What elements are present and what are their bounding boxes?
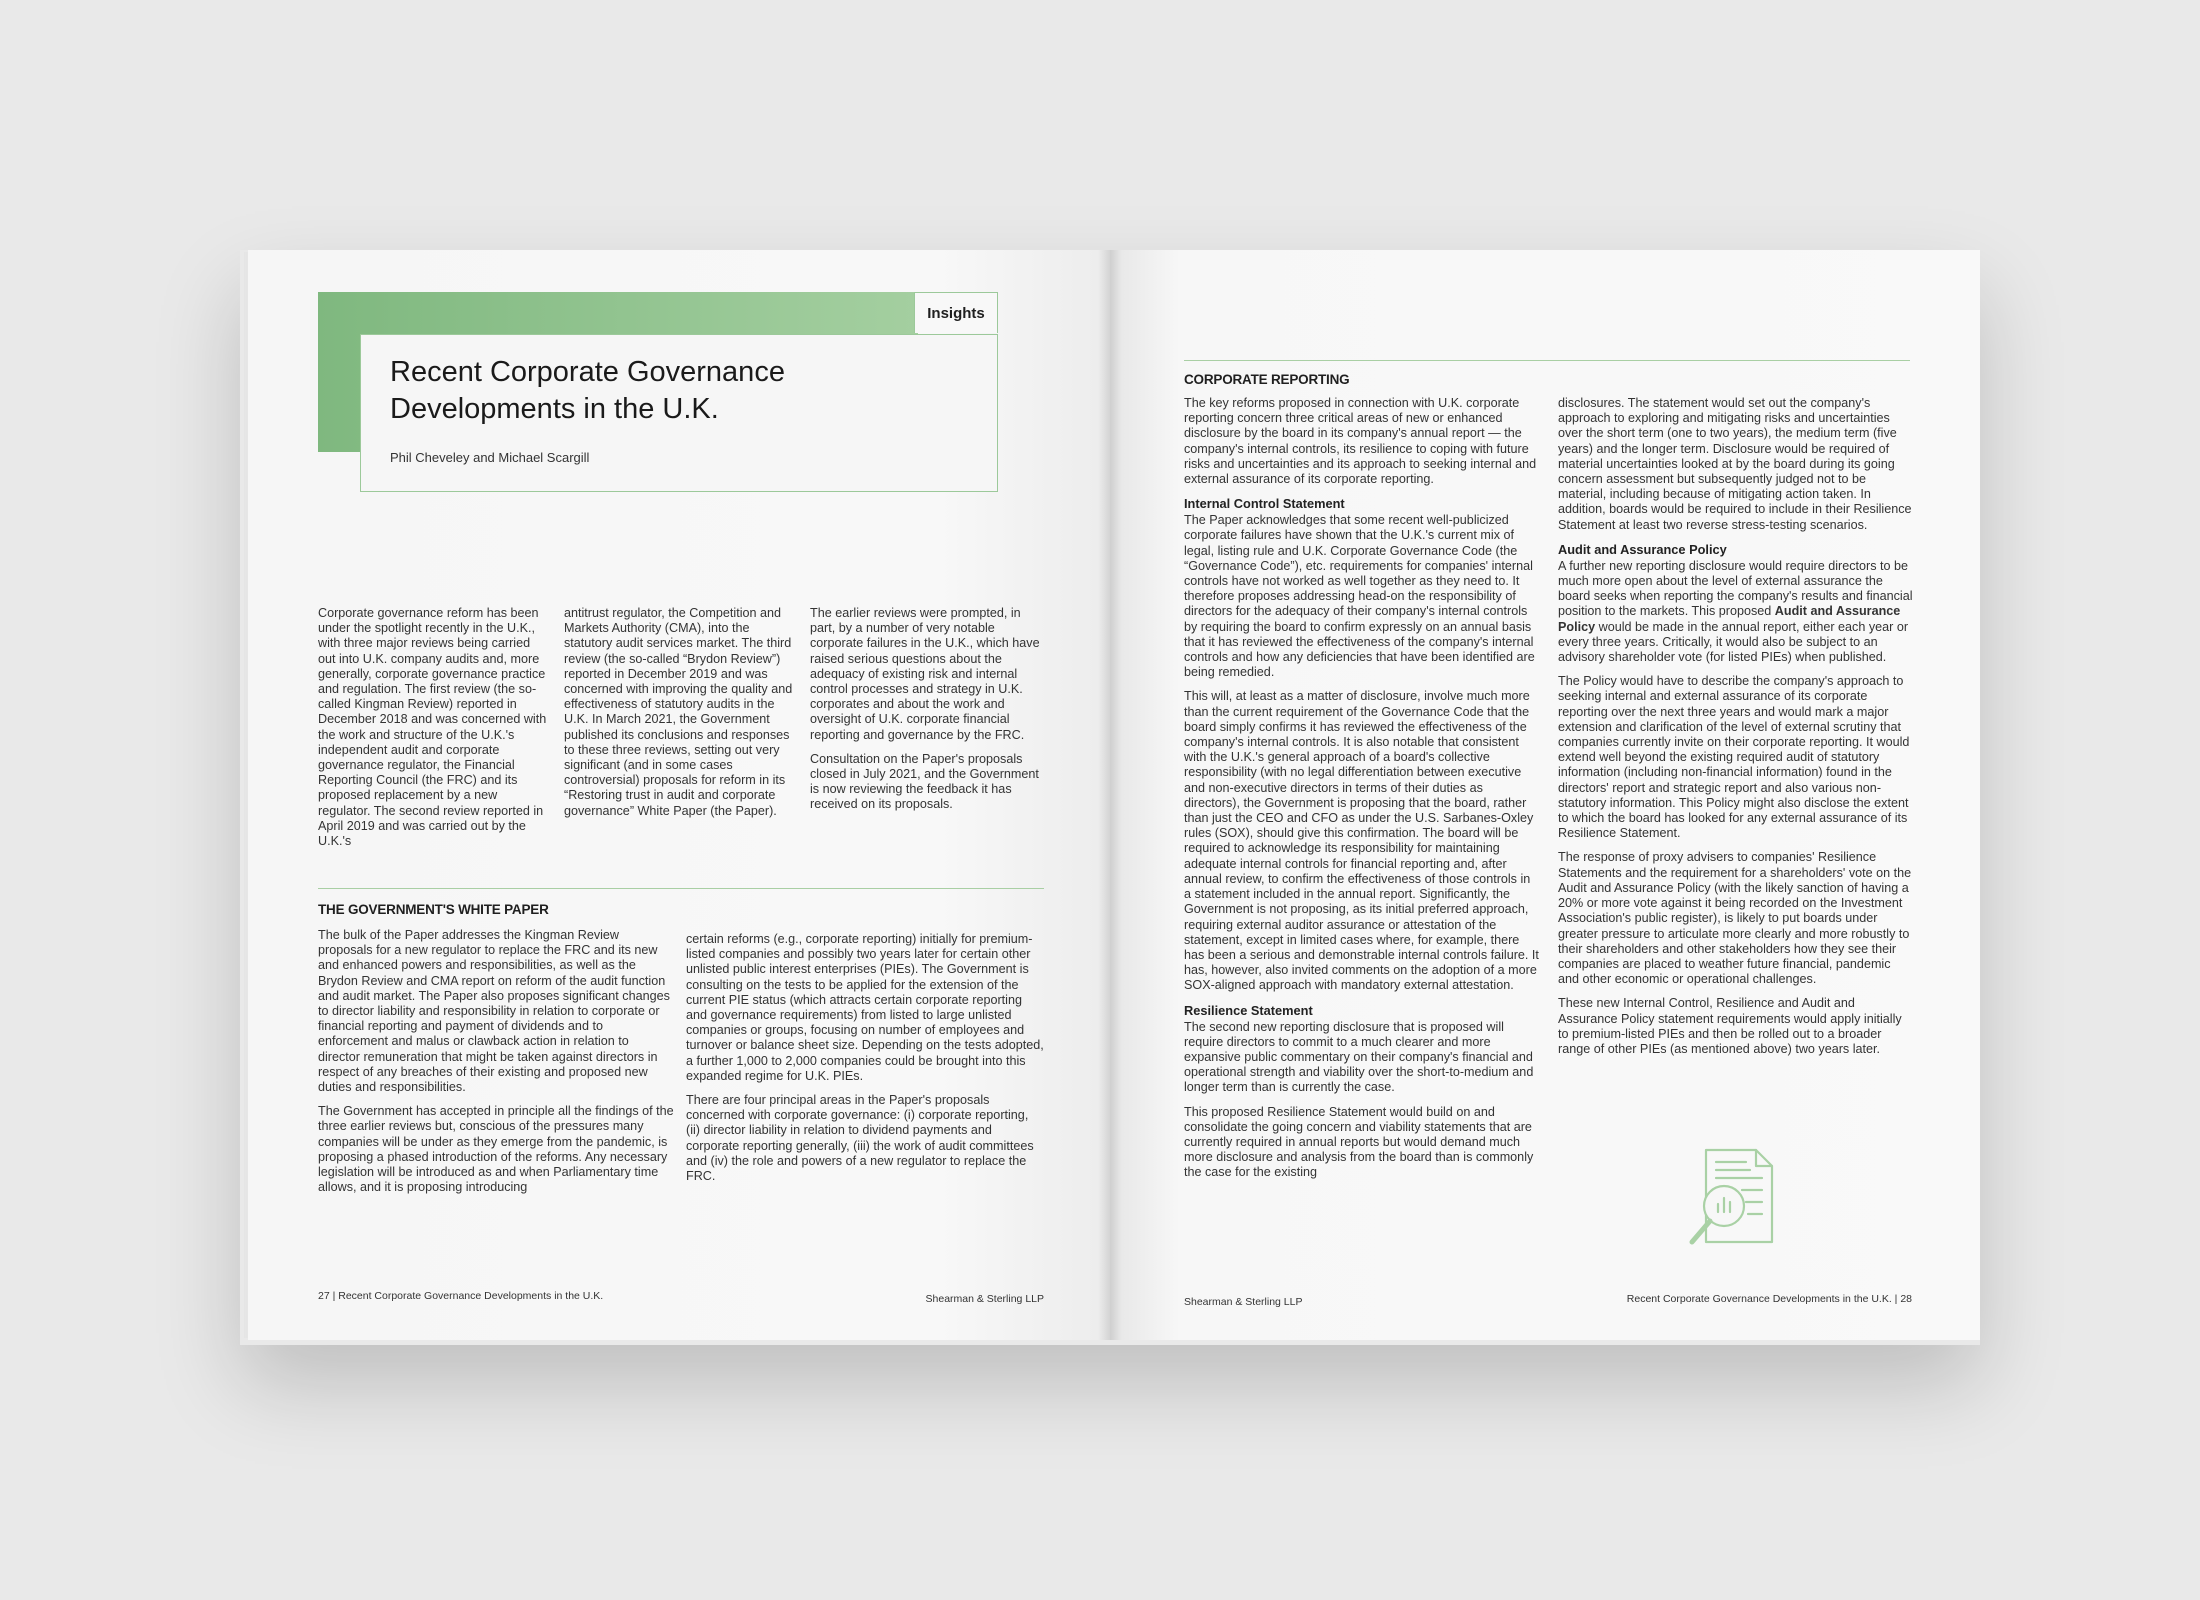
article-title: Recent Corporate Governance Developments in the U.K. [390,356,785,425]
footer-firm-name: Shearman & Sterling LLP [925,1293,1044,1305]
footer-page-number: 27 | Recent Corporate Governance Developments in the U.K. [318,1290,604,1302]
body-paragraph: certain reforms (e.g., corporate reporting) initially for premium-listed companies and possibly two years later for certain other unlisted public interest enterprises (PIEs). The Government is consulting on the tests to be applied for the extension of the current PIE status (which attracts certain corporate reporting and governance requirements) from listed to large unlisted companies or groups, focusing on number of employees and turnover or balance sheet size. Depending on the tests adopted, a further 1,000 to 2,000 companies could be brought into this expanded regime for U.K. PIEs. [686,932,1044,1083]
text-run: A further new reporting disclosure would require directors to be much more open about the level of external assurance the board seeks when reporting the company's results and financial position to the markets. This proposed [1558,558,1913,619]
bold-term: Audit and Assurance Policy [1558,604,1901,634]
intro-column-2 [564,606,796,828]
intro-paragraph: Consultation on the Paper's proposals closed in July 2021, and the Government is now reviewing the feedback it has received on its proposals. [810,751,1039,812]
intro-column-1 [318,606,550,858]
section-divider [1184,360,1910,361]
text-run: would be made in the annual report, either each year or every three years. Critically, it would also be subject to an advisory shareholder vote (for listed PIEs) when published. [1558,619,1909,665]
article-authors: Phil Cheveley and Michael Scargill [390,450,590,465]
left-page [248,250,1110,1340]
intro-paragraph: The earlier reviews were prompted, in part, by a number of very notable corporate failures in the U.K., which have raised serious questions about the adequacy of existing risk and internal control processes and strategy in U.K. corporates and about the work and oversight of U.K. corporate financial reporting and governance by the FRC. [810,606,1040,742]
footer-page-number: Recent Corporate Governance Developments in the U.K. | 28 [1626,1293,1912,1305]
right-page [1110,250,1980,1340]
subheading-resilience: Resilience Statement [1184,1002,1313,1018]
section-heading-white-paper: THE GOVERNMENT'S WHITE PAPER [318,902,549,917]
body-paragraph: There are four principal areas in the Paper's proposals concerned with corporate governance: (i) corporate reporting, (ii) director liability in relation to dividend payments and corporate reporting generally, (iii) the work of audit committees and (iv) the role and powers of a new regulator to replace the FRC. [686,1093,1034,1184]
document-magnifier-icon [1676,1146,1788,1255]
section-heading-corporate-reporting: CORPORATE REPORTING [1184,372,1350,387]
intro-paragraph: antitrust regulator, the Competition and Markets Authority (CMA), into the statutory audit services market. The third review (the so-called “Brydon Review”) reported in December 2019 and was concerned with improving the quality and effectiveness of statutory audits in the U.K. In March 2021, the Government published its conclusions and responses to these three reviews, setting out very significant (and in some cases controversial) proposals for reform in its “Restoring trust in audit and corporate governance” White Paper (the Paper). [564,606,793,818]
subheading-audit-assurance: Audit and Assurance Policy [1558,541,1727,557]
body-paragraph: The bulk of the Paper addresses the Kingman Review proposals for a new regulator to replace the FRC and its new and enhanced powers and responsibilities, as well as the Brydon Review and CMA report on reform of the audit function and audit market. The Paper also proposes significant changes to director liability and responsibility in relation to corporate or financial reporting and payment of dividends and to enforcement and malus or clawback action in relation to director remuneration that might be taken against directors in respect of any breaches of their existing and proposed new duties and responsibilities. [318,928,670,1095]
intro-paragraph: Corporate governance reform has been under the spotlight recently in the U.K., with three major reviews being carried out into U.K. company audits and, more generally, corporate governance practice and regulation. The first review (the so-called Kingman Review) reported in December 2018 and was concerned with the work and structure of the U.K.'s independent audit and corporate governance regulator, the Financial Reporting Council (the FRC) and its proposed replacement by a new regulator. The second review reported in April 2019 and was carried out by the U.K.'s [318,606,547,849]
body-paragraph: The key reforms proposed in connection with U.K. corporate reporting concern three critical areas of new or enhanced disclosure by the board in its company's annual report — the company's internal controls, its resilience to coping with future risks and uncertainties and its approach to seeking internal and external assurance of its corporate reporting. [1184,396,1537,487]
white-paper-column-2 [686,932,1044,1193]
booklet-spine [1098,250,1122,1340]
section-divider [318,888,1044,889]
body-paragraph: These new Internal Control, Resilience and Audit and Assurance Policy statement requirements would apply initially to premium-listed PIEs and then be rolled out to a broader range of other PIEs (as mentioned above) two years later. [1558,996,1902,1056]
body-paragraph: This proposed Resilience Statement would build on and consolidate the going concern and viability statements that are currently required in annual reports but would demand much more disclosure and analysis from the board than is commonly the case for the existing [1184,1104,1534,1180]
body-paragraph: The Paper acknowledges that some recent well-publicized corporate failures have shown that the U.K.'s current mix of legal, listing rule and U.K. Corporate Governance Code (the “Governance Code”), etc. requirements for companies' internal controls have not worked as well together as they need to. It therefore proposes addressing head-on the responsibility of directors for the adequacy of their company's internal controls by requiring the board to confirm expressly on an annual basis that it has reviewed the effectiveness of the company's internal controls and how any deficiencies that have been identified are being remedied. [1184,513,1535,680]
body-paragraph: The response of proxy advisers to companies' Resilience Statements and the requirement for a shareholders' vote on the Audit and Assurance Policy (with the likely sanction of having a 20% or more vote against it being recorded on the Investment Association's public register), is likely to put boards under greater pressure to articulate more clearly and more robustly to their shareholders and other stakeholders how they see their companies are placed to weather future financial, pandemic and other economic or operational challenges. [1558,850,1912,987]
body-paragraph [1558,559,1914,665]
white-paper-column-1 [318,928,674,1204]
body-paragraph: The Government has accepted in principle all the findings of the three earlier reviews but, conscious of the pressures many companies will be under as they emerge from the pandemic, is proposing a phased introduction of the reforms. Any necessary legislation will be introduced as and when Parliamentary time allows, and it is proposing introducing [318,1104,674,1195]
corporate-reporting-column-2 [1558,396,1914,1066]
body-paragraph: disclosures. The statement would set out the company's approach to exploring and mitigating risks and uncertainties over the short term (one to two years), the medium term (five years) and the longer term. Disclosure would be required of material uncertainties looked at by the board during its going concern assessment but subsequently judged not to be material, including because of mitigating action taken. In addition, boards would be required to include in their Resilience Statement at least two reverse stress-testing scenarios. [1558,396,1912,532]
footer-firm-name: Shearman & Sterling LLP [1184,1296,1303,1308]
insights-tab: Insights [914,292,998,333]
corporate-reporting-column-1 [1184,396,1540,1190]
body-paragraph: This will, at least as a matter of disclosure, involve much more than the current requirement of the Governance Code that the board simply confirms it has reviewed the effectiveness of the company's internal controls. It is also notable that consistent with the U.K.'s general approach of a board's collective responsibility (with no legal differentiation between executive and non-executive directors in terms of their duties as directors), the Government is proposing that the board, rather than just the CEO and CFO as under the U.S. Sarbanes-Oxley rules (SOX), should give this confirmation. The board will be required to acknowledge its responsibility for maintaining adequate internal controls for financial reporting and, after annual review, to confirm the effectiveness of those controls in a statement included in the annual report. Significantly, the Government is not proposing, as its initial preferred approach, requiring external auditor assurance or attestation of the statement, except in limited cases where, for example, there has been a serious and demonstrable internal controls failure. It has, however, also invited comments on the adoption of a more SOX-aligned approach with mandatory external attestation. [1184,689,1539,993]
body-paragraph: The second new reporting disclosure that is proposed will require directors to commit to a much clearer and more expansive public commentary on their company's financial and operational strength and viability over the short-to-medium and longer term than is currently the case. [1184,1019,1534,1095]
intro-column-3 [810,606,1044,822]
subheading-internal-control: Internal Control Statement [1184,496,1345,512]
body-paragraph: The Policy would have to describe the company's approach to seeking internal and external assurance of its corporate reporting over the next three years and would mark a major extension and clarification of the level of external scrutiny that companies currently invite on their corporate reporting. It would extend well beyond the existing required audit of statutory information (including non-financial information) found in the directors' report and strategic report and also various non-statutory information. This Policy might also disclose the extent to which the board has looked for any external assurance of its Resilience Statement. [1558,674,1910,841]
